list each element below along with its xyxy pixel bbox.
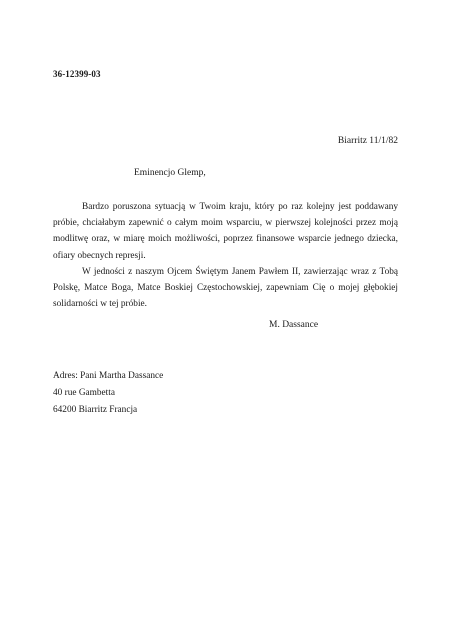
salutation: Eminencjo Glemp, — [134, 168, 206, 178]
paragraph-2: W jedności z naszym Ojcem Świętym Janem Pawłem II, zawierzając wraz z Tobą Polskę, Matce Boga, Matce Boskiej Częstochowskiej, zapewniam Cię o mojej głębokiej solidarności w tej próbie. — [53, 266, 398, 310]
paragraph-1: Bardzo poruszona sytuacją w Twoim kraju, który po raz kolejny jest poddawany próbie, chciałabym zapewnić o całym moim wsparciu, w pierwszej kolejności przez moją modlitwę oraz, w miarę moich możliwości, poprzez finansowe wsparcie jednego dziecka, ofiary obecnych represji. — [53, 202, 398, 261]
address-line-city: 64200 Biarritz Francja — [53, 404, 138, 415]
letter-body — [53, 199, 398, 312]
reference-number: 36-12399-03 — [53, 69, 101, 79]
address-line-street: 40 rue Gambetta — [53, 387, 115, 398]
address-line-name: Adres: Pani Martha Dassance — [53, 371, 164, 381]
place-and-date: Biarritz 11/1/82 — [337, 136, 398, 146]
signature: M. Dassance — [269, 320, 319, 330]
sender-address — [53, 368, 163, 418]
